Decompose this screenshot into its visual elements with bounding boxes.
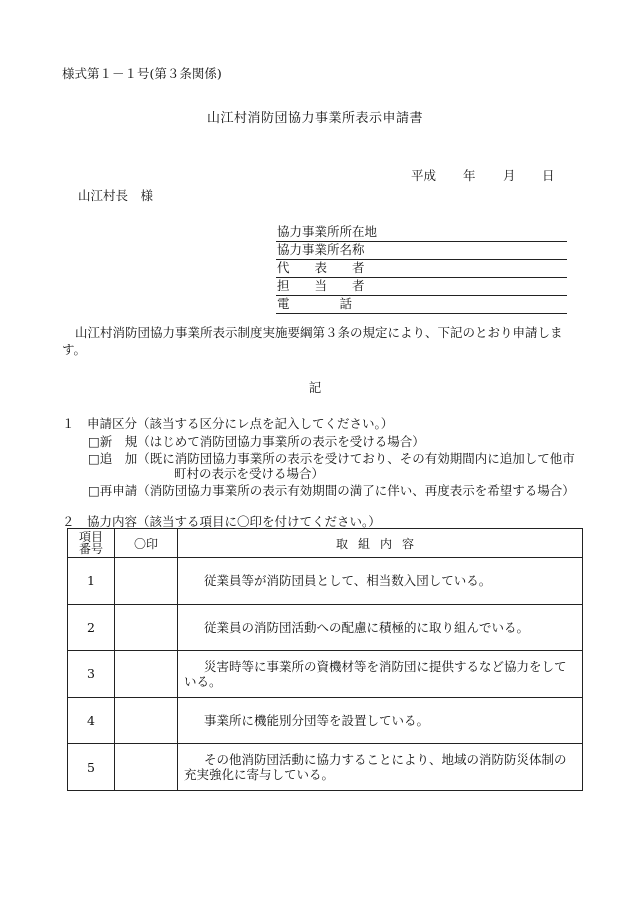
option-additional[interactable]: □追 加（既に消防団協力事業所の表示を受けており、その有効期間内に追加して他市: [88, 451, 575, 466]
field-label: 協力事業所名称: [277, 242, 365, 257]
date-era: 平成: [411, 168, 437, 183]
ki-heading: 記: [308, 380, 322, 395]
mark-cell[interactable]: [115, 697, 178, 744]
field-label: 担 当 者: [277, 278, 365, 293]
col-item-number-line1: 項目: [78, 530, 103, 544]
table-header-row: [68, 529, 583, 558]
field-phone[interactable]: [276, 296, 567, 314]
form-number: 様式第１－１号(第３条関係): [62, 66, 222, 81]
section2-heading: ２ 協力内容（該当する項目に〇印を付けてください。）: [62, 514, 381, 529]
row-number: 5: [68, 744, 115, 791]
date-day: 日: [542, 168, 555, 183]
mark-cell[interactable]: [115, 604, 178, 651]
date-month: 月: [503, 168, 516, 183]
col-content: 取組内容: [178, 529, 583, 558]
table-row: [68, 604, 583, 651]
addressee: 山江村長 様: [78, 188, 154, 203]
cooperation-table: [67, 528, 583, 791]
date-year: 年: [463, 168, 476, 183]
table-row: [68, 744, 583, 791]
row-number: 4: [68, 697, 115, 744]
col-item-number: [68, 529, 115, 558]
table-row: [68, 651, 583, 698]
row-number: 3: [68, 651, 115, 698]
field-label: 代 表 者: [277, 260, 365, 275]
field-label: 協力事業所所在地: [277, 224, 378, 239]
option-reapply[interactable]: □再申請（消防団協力事業所の表示有効期間の満了に伴い、再度表示を希望する場合）: [88, 483, 575, 498]
row-content: 従業員の消防団活動への配慮に積極的に取り組んでいる。: [178, 604, 583, 651]
row-content: 事業所に機能別分団等を設置している。: [178, 697, 583, 744]
field-label: 電 話: [277, 296, 353, 311]
option-additional-cont: 町村の表示を受ける場合）: [174, 466, 325, 481]
row-number: 1: [68, 558, 115, 605]
body-text: 山江村消防団協力事業所表示制度実施要綱第３条の規定により、下記のとおり申請します。: [62, 325, 563, 357]
row-content: その他消防団活動に協力することにより、地域の消防防災体制の充実強化に寄与している。: [178, 744, 583, 791]
applicant-fields: [276, 224, 567, 314]
option-new[interactable]: □新 規（はじめて消防団協力事業所の表示を受ける場合）: [88, 434, 425, 449]
mark-cell[interactable]: [115, 651, 178, 698]
col-item-number-line2: 番号: [78, 542, 103, 556]
table-row: [68, 558, 583, 605]
page-title: 山江村消防団協力事業所表示申請書: [206, 111, 423, 126]
mark-cell[interactable]: [115, 558, 178, 605]
row-content: 災害時等に事業所の資機材等を消防団に提供するなど協力をしている。: [178, 651, 583, 698]
row-content: 従業員等が消防団員として、相当数入団している。: [178, 558, 583, 605]
mark-cell[interactable]: [115, 744, 178, 791]
col-mark: 〇印: [115, 529, 178, 558]
section1-heading: １ 申請区分（該当する区分にレ点を記入してください。）: [62, 416, 394, 431]
row-number: 2: [68, 604, 115, 651]
table-row: [68, 697, 583, 744]
